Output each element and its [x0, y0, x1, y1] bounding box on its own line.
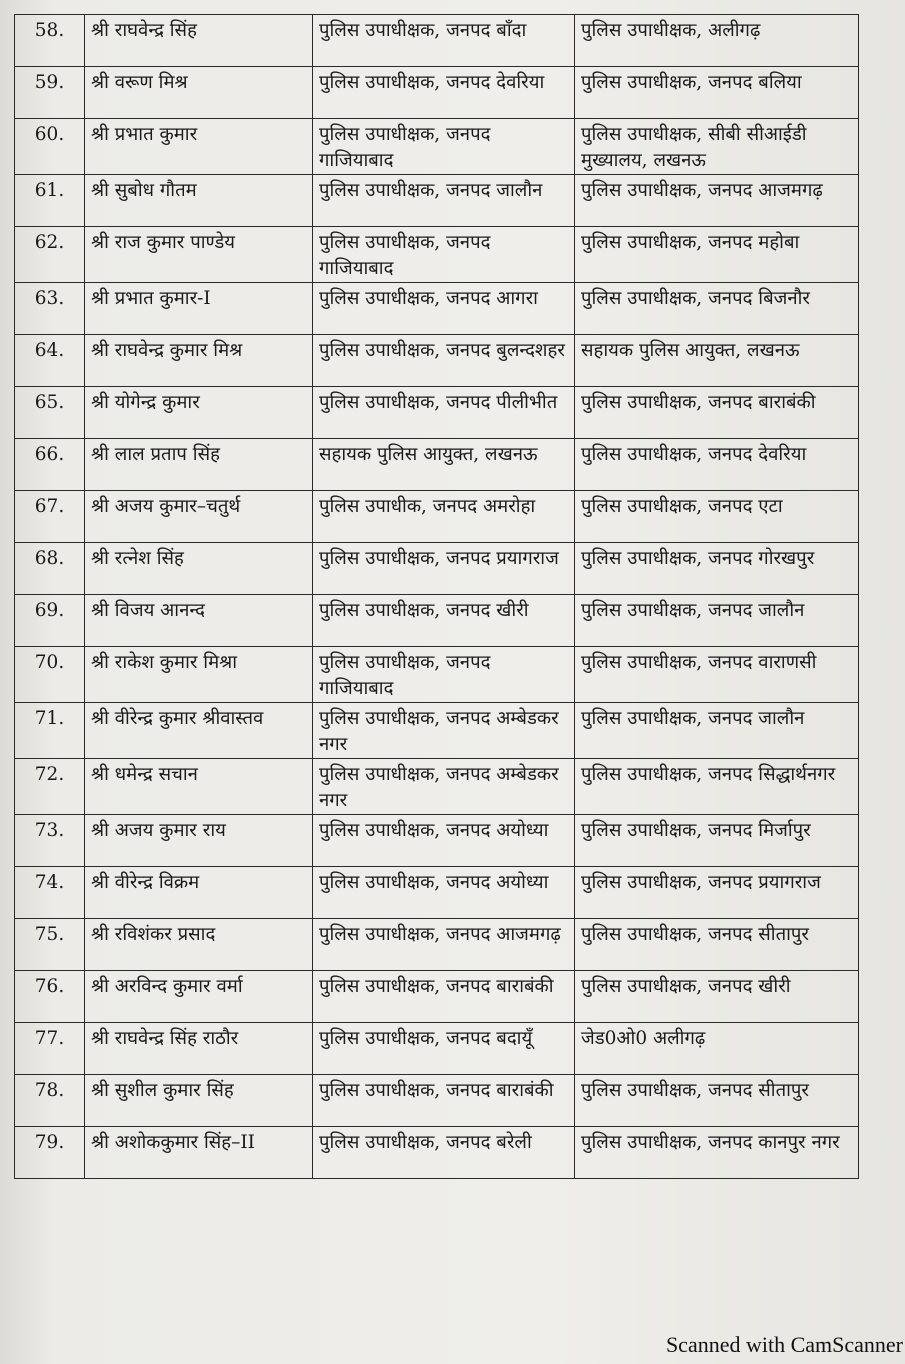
table-row [15, 647, 859, 703]
table-row [15, 175, 859, 227]
serial-number-cell: 75. [15, 919, 85, 971]
new-posting-cell: पुलिस उपाधीक्षक, जनपद देवरिया [575, 439, 859, 491]
serial-number-cell: 72. [15, 759, 85, 815]
officer-name-cell: श्री प्रभात कुमार-I [85, 283, 313, 335]
serial-number-cell: 77. [15, 1023, 85, 1075]
current-posting-cell: पुलिस उपाधीक्षक, जनपद गाजियाबाद [313, 227, 575, 283]
officer-name-cell: श्री वरूण मिश्र [85, 67, 313, 119]
officer-name-cell: श्री सुबोध गौतम [85, 175, 313, 227]
officer-name-cell: श्री रविशंकर प्रसाद [85, 919, 313, 971]
table-row [15, 67, 859, 119]
current-posting-cell: पुलिस उपाधीक्षक, जनपद बाँदा [313, 15, 575, 67]
serial-number-cell: 63. [15, 283, 85, 335]
officer-name-cell: श्री अजय कुमार राय [85, 815, 313, 867]
serial-number-cell: 61. [15, 175, 85, 227]
current-posting-cell: पुलिस उपाधीक्षक, जनपद बाराबंकी [313, 1075, 575, 1127]
serial-number-cell: 78. [15, 1075, 85, 1127]
new-posting-cell: पुलिस उपाधीक्षक, जनपद सीतापुर [575, 1075, 859, 1127]
serial-number-cell: 74. [15, 867, 85, 919]
table-row [15, 227, 859, 283]
officer-name-cell: श्री लाल प्रताप सिंह [85, 439, 313, 491]
new-posting-cell: पुलिस उपाधीक्षक, जनपद सीतापुर [575, 919, 859, 971]
table-row [15, 1127, 859, 1179]
current-posting-cell: पुलिस उपाधीक्षक, जनपद आजमगढ़ [313, 919, 575, 971]
officer-name-cell: श्री राकेश कुमार मिश्रा [85, 647, 313, 703]
officer-name-cell: श्री राज कुमार पाण्डेय [85, 227, 313, 283]
serial-number-cell: 70. [15, 647, 85, 703]
current-posting-cell: पुलिस उपाधीक्षक, जनपद प्रयागराज [313, 543, 575, 595]
officer-name-cell: श्री वीरेन्द्र कुमार श्रीवास्तव [85, 703, 313, 759]
current-posting-cell: पुलिस उपाधीक्षक, जनपद खीरी [313, 595, 575, 647]
table-row [15, 491, 859, 543]
table-row [15, 387, 859, 439]
table-row [15, 815, 859, 867]
current-posting-cell: पुलिस उपाधीक्षक, जनपद अयोध्या [313, 867, 575, 919]
current-posting-cell: पुलिस उपाधीक्षक, जनपद जालौन [313, 175, 575, 227]
table-body [15, 15, 859, 1179]
new-posting-cell: पुलिस उपाधीक्षक, जनपद वाराणसी [575, 647, 859, 703]
current-posting-cell: पुलिस उपाधीक्षक, जनपद बाराबंकी [313, 971, 575, 1023]
table-row [15, 595, 859, 647]
table-row [15, 1075, 859, 1127]
current-posting-cell: पुलिस उपाधीक्षक, जनपद गाजियाबाद [313, 119, 575, 175]
new-posting-cell: पुलिस उपाधीक्षक, जनपद जालौन [575, 595, 859, 647]
table-row [15, 15, 859, 67]
current-posting-cell: पुलिस उपाधीक्षक, जनपद देवरिया [313, 67, 575, 119]
new-posting-cell: पुलिस उपाधीक्षक, जनपद मिर्जापुर [575, 815, 859, 867]
current-posting-cell: पुलिस उपाधीक्षक, जनपद गाजियाबाद [313, 647, 575, 703]
serial-number-cell: 59. [15, 67, 85, 119]
new-posting-cell: जेड0ओ0 अलीगढ़ [575, 1023, 859, 1075]
serial-number-cell: 66. [15, 439, 85, 491]
new-posting-cell: पुलिस उपाधीक्षक, जनपद महोबा [575, 227, 859, 283]
officer-name-cell: श्री वीरेन्द्र विक्रम [85, 867, 313, 919]
table-row [15, 867, 859, 919]
current-posting-cell: पुलिस उपाधीक्षक, जनपद पीलीभीत [313, 387, 575, 439]
serial-number-cell: 62. [15, 227, 85, 283]
serial-number-cell: 79. [15, 1127, 85, 1179]
table-row [15, 703, 859, 759]
current-posting-cell: पुलिस उपाधीक्षक, जनपद अम्बेडकर नगर [313, 759, 575, 815]
officer-name-cell: श्री योगेन्द्र कुमार [85, 387, 313, 439]
current-posting-cell: पुलिस उपाधीक्षक, जनपद अयोध्या [313, 815, 575, 867]
table-row [15, 919, 859, 971]
table-row [15, 1023, 859, 1075]
serial-number-cell: 71. [15, 703, 85, 759]
new-posting-cell: पुलिस उपाधीक्षक, जनपद जालौन [575, 703, 859, 759]
new-posting-cell: पुलिस उपाधीक्षक, जनपद बिजनौर [575, 283, 859, 335]
serial-number-cell: 58. [15, 15, 85, 67]
current-posting-cell: पुलिस उपाधीक, जनपद अमरोहा [313, 491, 575, 543]
new-posting-cell: पुलिस उपाधीक्षक, जनपद खीरी [575, 971, 859, 1023]
new-posting-cell: पुलिस उपाधीक्षक, अलीगढ़ [575, 15, 859, 67]
officer-name-cell: श्री अशोककुमार सिंह–II [85, 1127, 313, 1179]
current-posting-cell: पुलिस उपाधीक्षक, जनपद बुलन्दशहर [313, 335, 575, 387]
table-row [15, 759, 859, 815]
table-row [15, 119, 859, 175]
serial-number-cell: 73. [15, 815, 85, 867]
serial-number-cell: 69. [15, 595, 85, 647]
officer-name-cell: श्री रत्नेश सिंह [85, 543, 313, 595]
officer-name-cell: श्री विजय आनन्द [85, 595, 313, 647]
officer-name-cell: श्री राघवेन्द्र सिंह [85, 15, 313, 67]
scanner-watermark: Scanned with CamScanner [665, 1332, 903, 1357]
table-row [15, 543, 859, 595]
current-posting-cell: पुलिस उपाधीक्षक, जनपद बदायूँ [313, 1023, 575, 1075]
transfer-table [14, 14, 859, 1179]
officer-name-cell: श्री धमेन्द्र सचान [85, 759, 313, 815]
officer-name-cell: श्री अजय कुमार–चतुर्थ [85, 491, 313, 543]
table-row [15, 335, 859, 387]
new-posting-cell: पुलिस उपाधीक्षक, जनपद बाराबंकी [575, 387, 859, 439]
officer-name-cell: श्री सुशील कुमार सिंह [85, 1075, 313, 1127]
current-posting-cell: पुलिस उपाधीक्षक, जनपद अम्बेडकर नगर [313, 703, 575, 759]
table-row [15, 439, 859, 491]
new-posting-cell: पुलिस उपाधीक्षक, जनपद एटा [575, 491, 859, 543]
serial-number-cell: 64. [15, 335, 85, 387]
new-posting-cell: पुलिस उपाधीक्षक, जनपद बलिया [575, 67, 859, 119]
officer-name-cell: श्री राघवेन्द्र कुमार मिश्र [85, 335, 313, 387]
current-posting-cell: सहायक पुलिस आयुक्त, लखनऊ [313, 439, 575, 491]
officer-name-cell: श्री अरविन्द कुमार वर्मा [85, 971, 313, 1023]
serial-number-cell: 67. [15, 491, 85, 543]
officer-name-cell: श्री प्रभात कुमार [85, 119, 313, 175]
new-posting-cell: पुलिस उपाधीक्षक, जनपद सिद्धार्थनगर [575, 759, 859, 815]
current-posting-cell: पुलिस उपाधीक्षक, जनपद बरेली [313, 1127, 575, 1179]
new-posting-cell: पुलिस उपाधीक्षक, सीबी सीआईडी मुख्यालय, लखनऊ [575, 119, 859, 175]
current-posting-cell: पुलिस उपाधीक्षक, जनपद आगरा [313, 283, 575, 335]
serial-number-cell: 65. [15, 387, 85, 439]
new-posting-cell: पुलिस उपाधीक्षक, जनपद प्रयागराज [575, 867, 859, 919]
table-row [15, 283, 859, 335]
new-posting-cell: सहायक पुलिस आयुक्त, लखनऊ [575, 335, 859, 387]
serial-number-cell: 76. [15, 971, 85, 1023]
new-posting-cell: पुलिस उपाधीक्षक, जनपद कानपुर नगर [575, 1127, 859, 1179]
new-posting-cell: पुलिस उपाधीक्षक, जनपद आजमगढ़ [575, 175, 859, 227]
new-posting-cell: पुलिस उपाधीक्षक, जनपद गोरखपुर [575, 543, 859, 595]
officer-name-cell: श्री राघवेन्द्र सिंह राठौर [85, 1023, 313, 1075]
table-row [15, 971, 859, 1023]
serial-number-cell: 60. [15, 119, 85, 175]
serial-number-cell: 68. [15, 543, 85, 595]
